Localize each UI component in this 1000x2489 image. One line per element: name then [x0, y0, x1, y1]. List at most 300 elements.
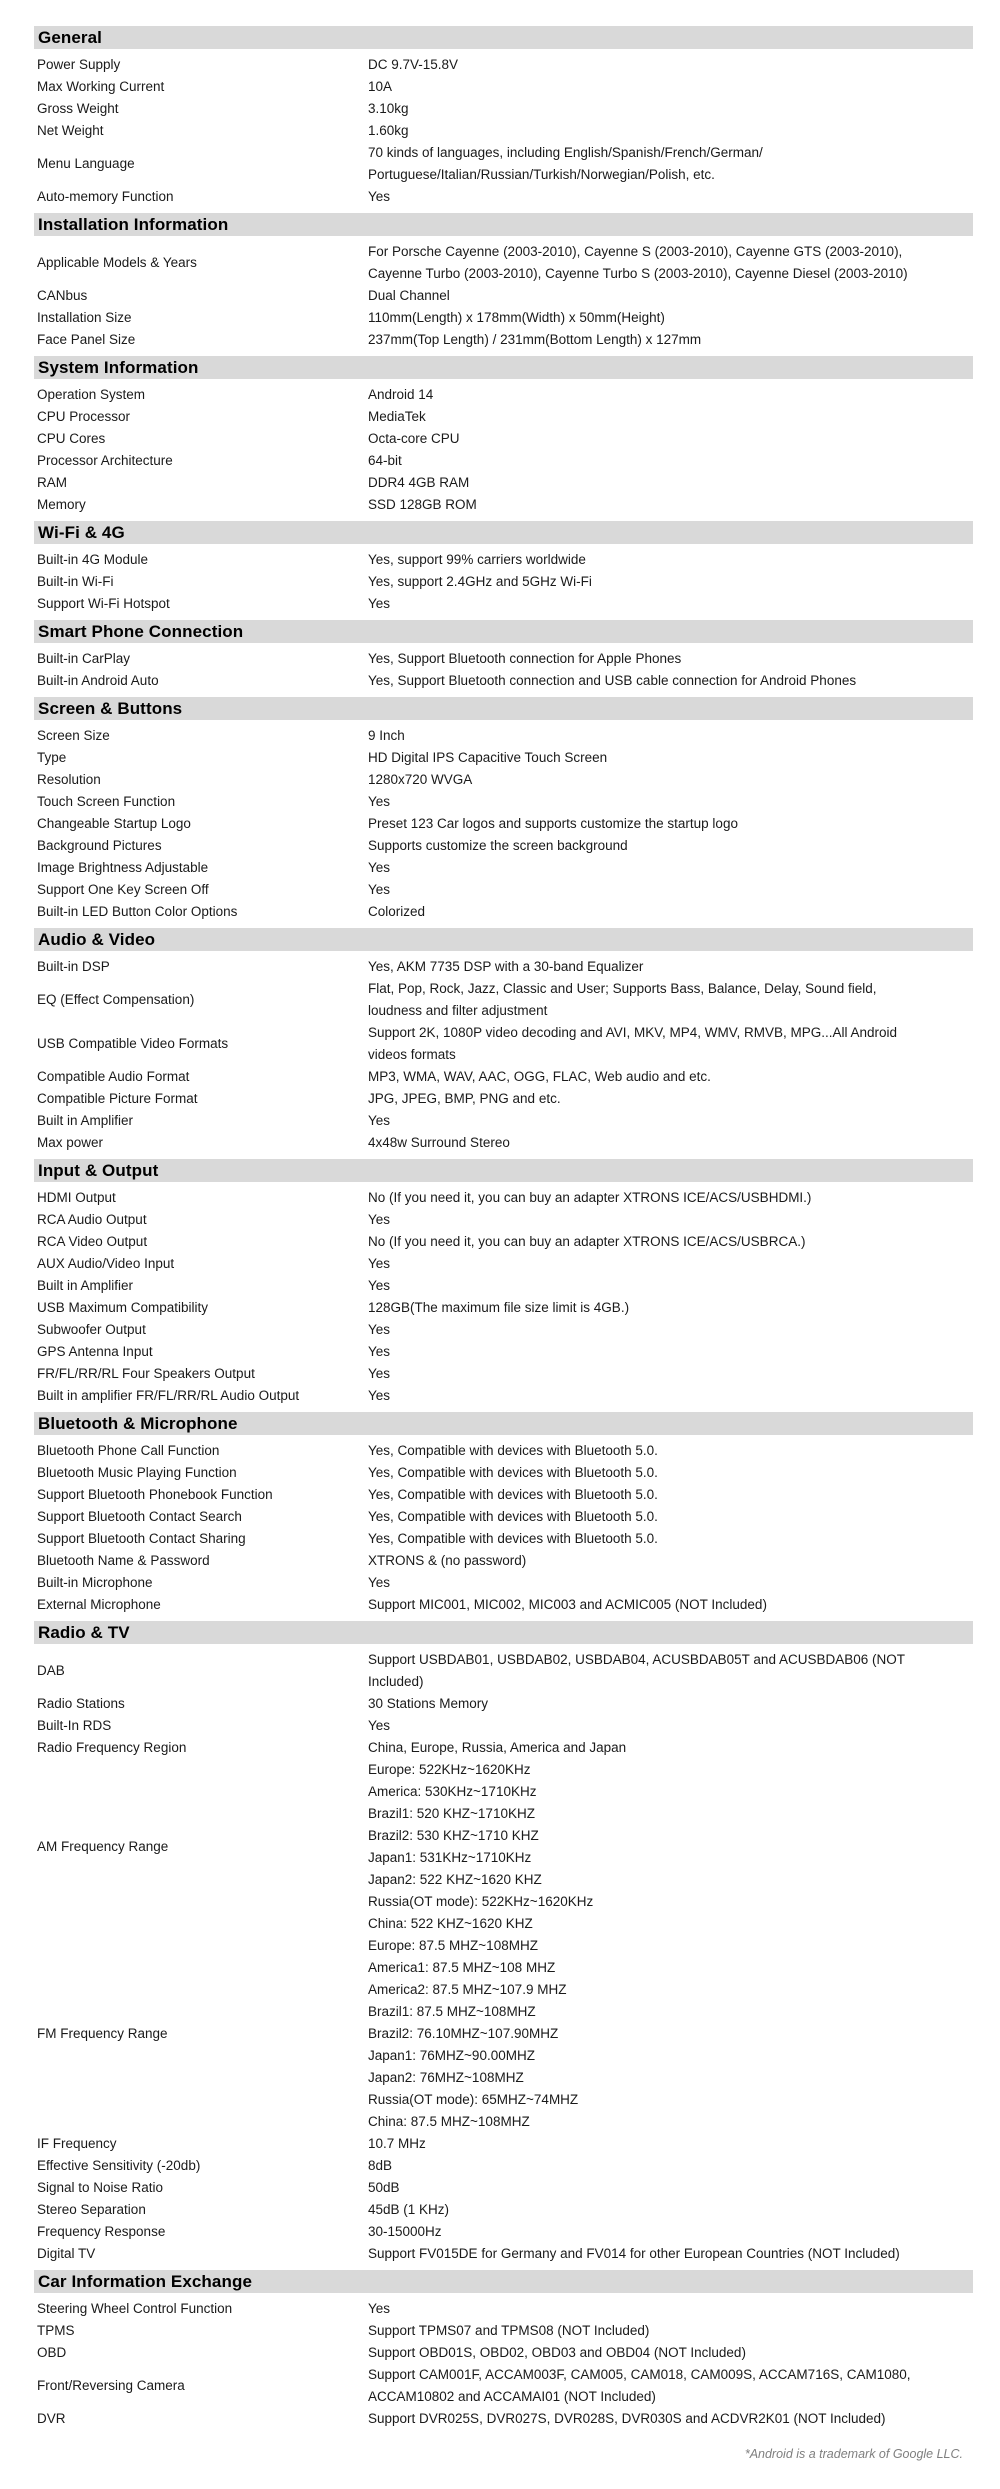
- spec-value-line: Yes: [368, 1718, 391, 1733]
- spec-row: [34, 1550, 973, 1572]
- spec-row: [34, 1440, 973, 1462]
- spec-row: [34, 1693, 973, 1715]
- spec-label: Applicable Models & Years: [37, 255, 197, 270]
- spec-label: Bluetooth Phone Call Function: [37, 1443, 220, 1458]
- spec-row: [34, 1132, 973, 1154]
- spec-label: Signal to Noise Ratio: [37, 2180, 164, 2195]
- spec-value: [368, 747, 607, 769]
- spec-value: [368, 2155, 392, 2177]
- spec-value-line: DDR4 4GB RAM: [368, 475, 470, 490]
- spec-value: [368, 98, 409, 120]
- spec-value-line: Japan1: 531KHz~1710KHz: [368, 1850, 532, 1865]
- spec-value-line: 64-bit: [368, 453, 402, 468]
- spec-value-line: Support USBDAB01, USBDAB02, USBDAB04, ACUSBDAB05T and ACUSBDAB06 (NOT: [368, 1652, 905, 1667]
- spec-value: [368, 2320, 649, 2342]
- spec-label: RCA Audio Output: [37, 1212, 147, 1227]
- spec-value-line: Yes: [368, 1278, 391, 1293]
- spec-value-line: Yes: [368, 882, 391, 897]
- spec-value-line: loudness and filter adjustment: [368, 1003, 548, 1018]
- spec-value-line: Yes: [368, 1366, 391, 1381]
- spec-value-line: Preset 123 Car logos and supports customize the startup logo: [368, 816, 738, 831]
- section-title: System Information: [38, 358, 199, 377]
- spec-value-line: Yes: [368, 189, 391, 204]
- spec-value-line: Yes: [368, 1212, 391, 1227]
- spec-label: CPU Cores: [37, 431, 106, 446]
- section-title: Audio & Video: [38, 930, 156, 949]
- spec-value-line: Support CAM001F, ACCAM003F, CAM005, CAM018, CAM009S, ACCAM716S, CAM1080,: [368, 2367, 911, 2382]
- section-header: [34, 356, 973, 379]
- section-title: Bluetooth & Microphone: [38, 1414, 238, 1433]
- spec-value: [368, 1737, 626, 1759]
- spec-label: Built in amplifier FR/FL/RR/RL Audio Output: [37, 1388, 300, 1403]
- spec-label: Support Bluetooth Contact Search: [37, 1509, 242, 1524]
- spec-value-line: 9 Inch: [368, 728, 405, 743]
- spec-label: RCA Video Output: [37, 1234, 148, 1249]
- spec-value-line: 1.60kg: [368, 123, 409, 138]
- spec-label: Max Working Current: [37, 79, 165, 94]
- spec-label: Power Supply: [37, 57, 121, 72]
- spec-label: FR/FL/RR/RL Four Speakers Output: [37, 1366, 255, 1381]
- spec-label: Processor Architecture: [37, 453, 173, 468]
- section-title: Installation Information: [38, 215, 229, 234]
- spec-value-line: SSD 128GB ROM: [368, 497, 477, 512]
- spec-value-line: Yes: [368, 1344, 391, 1359]
- section-title: Input & Output: [38, 1161, 159, 1180]
- spec-label: Built-in LED Button Color Options: [37, 904, 238, 919]
- spec-row: [34, 1319, 973, 1341]
- section-header: [34, 26, 973, 49]
- spec-value: [368, 1088, 561, 1110]
- spec-value-line: Yes, Compatible with devices with Bluetooth 5.0.: [368, 1465, 658, 1480]
- spec-value-line: Russia(OT mode): 65MHZ~74MHZ: [368, 2092, 579, 2107]
- spec-value: [368, 142, 763, 186]
- section-title: General: [38, 28, 103, 47]
- spec-label: Type: [37, 750, 67, 765]
- spec-row: [34, 2408, 973, 2430]
- spec-value-line: Russia(OT mode): 522KHz~1620KHz: [368, 1894, 594, 1909]
- spec-value: [368, 1110, 390, 1132]
- section-header: [34, 697, 973, 720]
- spec-row: [34, 1737, 973, 1759]
- spec-value-line: Yes, Support Bluetooth connection for Apple Phones: [368, 651, 682, 666]
- spec-label: Background Pictures: [37, 838, 162, 853]
- spec-label: Support One Key Screen Off: [37, 882, 209, 897]
- spec-value: [368, 879, 390, 901]
- spec-row: [34, 879, 973, 901]
- spec-row: [34, 901, 973, 923]
- spec-value-line: America1: 87.5 MHZ~108 MHZ: [368, 1960, 556, 1975]
- spec-value-line: Yes: [368, 1256, 391, 1271]
- spec-label: AM Frequency Range: [37, 1839, 169, 1854]
- spec-value: [368, 186, 390, 208]
- spec-row: [34, 1484, 973, 1506]
- spec-label: Digital TV: [37, 2246, 96, 2261]
- spec-label: CPU Processor: [37, 409, 131, 424]
- spec-row: [34, 186, 973, 208]
- spec-row: [34, 384, 973, 406]
- spec-value-line: Brazil1: 87.5 MHZ~108MHZ: [368, 2004, 536, 2019]
- section-header: [34, 1412, 973, 1435]
- spec-value-line: XTRONS & (no password): [368, 1553, 527, 1568]
- spec-value-line: Support TPMS07 and TPMS08 (NOT Included): [368, 2323, 650, 2338]
- spec-value-line: Colorized: [368, 904, 426, 919]
- spec-row: [34, 1341, 973, 1363]
- spec-row: [34, 1297, 973, 1319]
- spec-row: [34, 1187, 973, 1209]
- spec-label: Screen Size: [37, 728, 110, 743]
- spec-value: [368, 571, 592, 593]
- spec-label: OBD: [37, 2345, 67, 2360]
- spec-value: [368, 956, 643, 978]
- spec-label: Support Bluetooth Phonebook Function: [37, 1487, 273, 1502]
- spec-label: EQ (Effect Compensation): [37, 992, 195, 1007]
- spec-value-line: Android 14: [368, 387, 434, 402]
- spec-label: Steering Wheel Control Function: [37, 2301, 233, 2316]
- spec-value: [368, 593, 390, 615]
- spec-label: Built in Amplifier: [37, 1113, 134, 1128]
- spec-value-line: No (If you need it, you can buy an adapter XTRONS ICE/ACS/USBRCA.): [368, 1234, 806, 1249]
- spec-value-line: Supports customize the screen background: [368, 838, 628, 853]
- spec-label: External Microphone: [37, 1597, 161, 1612]
- spec-row: [34, 241, 973, 285]
- spec-value-line: HD Digital IPS Capacitive Touch Screen: [368, 750, 608, 765]
- spec-value: [368, 428, 460, 450]
- spec-value-line: Octa-core CPU: [368, 431, 460, 446]
- spec-row: [34, 2155, 973, 2177]
- spec-value: [368, 791, 390, 813]
- spec-value-line: America: 530KHz~1710KHz: [368, 1784, 537, 1799]
- spec-value-line: Support 2K, 1080P video decoding and AVI, MKV, MP4, WMV, RMVB, MPG...All Android: [368, 1025, 898, 1040]
- spec-row: [34, 450, 973, 472]
- spec-value-line: Yes, Compatible with devices with Bluetooth 5.0.: [368, 1443, 658, 1458]
- spec-value: [368, 857, 390, 879]
- spec-label: Bluetooth Music Playing Function: [37, 1465, 237, 1480]
- spec-row: [34, 494, 973, 516]
- spec-value: [368, 1297, 629, 1319]
- section-header: [34, 213, 973, 236]
- spec-value-line: JPG, JPEG, BMP, PNG and etc.: [368, 1091, 561, 1106]
- spec-label: Built-in CarPlay: [37, 651, 131, 666]
- section-header: [34, 928, 973, 951]
- spec-value-line: Yes, Compatible with devices with Bluetooth 5.0.: [368, 1531, 658, 1546]
- spec-value-line: Support OBD01S, OBD02, OBD03 and OBD04 (NOT Included): [368, 2345, 746, 2360]
- spec-value: [368, 1649, 905, 1693]
- spec-row: [34, 2221, 973, 2243]
- spec-value: [368, 1506, 658, 1528]
- spec-value: [368, 1341, 390, 1363]
- spec-row: [34, 1462, 973, 1484]
- spec-value-line: Included): [368, 1674, 424, 1689]
- spec-row: [34, 791, 973, 813]
- spec-value: [368, 2364, 911, 2408]
- spec-label: Built-in Android Auto: [37, 673, 159, 688]
- spec-value: [368, 813, 738, 835]
- spec-row: [34, 1275, 973, 1297]
- spec-row: [34, 1022, 973, 1066]
- spec-row: [34, 2199, 973, 2221]
- spec-row: [34, 98, 973, 120]
- spec-label: Frequency Response: [37, 2224, 166, 2239]
- spec-value: [368, 835, 628, 857]
- spec-label: Built-in DSP: [37, 959, 110, 974]
- spec-value-line: 45dB (1 KHz): [368, 2202, 450, 2217]
- spec-row: [34, 2133, 973, 2155]
- spec-row: [34, 1209, 973, 1231]
- section-title: Car Information Exchange: [38, 2272, 252, 2291]
- spec-value-line: 237mm(Top Length) / 231mm(Bottom Length) x 127mm: [368, 332, 702, 347]
- section-header: [34, 1159, 973, 1182]
- spec-label: Memory: [37, 497, 86, 512]
- spec-row: [34, 835, 973, 857]
- spec-value-line: Yes, support 2.4GHz and 5GHz Wi-Fi: [368, 574, 592, 589]
- spec-label: Built-In RDS: [37, 1718, 112, 1733]
- spec-label: DVR: [37, 2411, 66, 2426]
- spec-label: Auto-memory Function: [37, 189, 174, 204]
- spec-value: [368, 1550, 526, 1572]
- spec-value: [368, 1484, 658, 1506]
- section-title: Screen & Buttons: [38, 699, 183, 718]
- spec-value: [368, 1253, 390, 1275]
- spec-row: [34, 593, 973, 615]
- spec-row: [34, 54, 973, 76]
- spec-value-line: ACCAM10802 and ACCAMAI01 (NOT Included): [368, 2389, 656, 2404]
- section-header: [34, 620, 973, 643]
- spec-value: [368, 769, 472, 791]
- spec-value: [368, 241, 908, 285]
- spec-value-line: 50dB: [368, 2180, 400, 2195]
- spec-value-line: America2: 87.5 MHZ~107.9 MHZ: [368, 1982, 567, 1997]
- spec-value: [368, 76, 392, 98]
- spec-row: [34, 329, 973, 351]
- spec-label: Compatible Audio Format: [37, 1069, 190, 1084]
- spec-label: Installation Size: [37, 310, 132, 325]
- spec-value: [368, 54, 458, 76]
- spec-value-line: China: 522 KHZ~1620 KHZ: [368, 1916, 533, 1931]
- spec-value: [368, 901, 425, 923]
- spec-value: [368, 1319, 390, 1341]
- spec-label: RAM: [37, 475, 67, 490]
- spec-value: [368, 670, 856, 692]
- spec-value-line: 128GB(The maximum file size limit is 4GB.): [368, 1300, 630, 1315]
- spec-value-line: Yes, Support Bluetooth connection and USB cable connection for Android Phones: [368, 673, 857, 688]
- spec-value: [368, 549, 586, 571]
- spec-label: Built-in Microphone: [37, 1575, 153, 1590]
- spec-value-line: 30 Stations Memory: [368, 1696, 489, 1711]
- spec-row: [34, 1572, 973, 1594]
- spec-label: Subwoofer Output: [37, 1322, 146, 1337]
- spec-label: Image Brightness Adjustable: [37, 860, 209, 875]
- spec-label: Face Panel Size: [37, 332, 136, 347]
- spec-value-line: Yes, support 99% carriers worldwide: [368, 552, 586, 567]
- spec-row: [34, 120, 973, 142]
- spec-value: [368, 1759, 593, 1935]
- spec-value: [368, 2408, 886, 2430]
- spec-value: [368, 725, 405, 747]
- spec-value: [368, 307, 665, 329]
- spec-row: [34, 1528, 973, 1550]
- spec-value-line: Japan1: 76MHZ~90.00MHZ: [368, 2048, 535, 2063]
- spec-value: [368, 1275, 390, 1297]
- spec-row: [34, 1759, 973, 1935]
- spec-row: [34, 406, 973, 428]
- spec-value: [368, 1385, 390, 1407]
- spec-value-line: 10A: [368, 79, 393, 94]
- spec-value: [368, 1209, 390, 1231]
- spec-value-line: Yes: [368, 860, 391, 875]
- spec-value-line: Flat, Pop, Rock, Jazz, Classic and User; Supports Bass, Balance, Delay, Sound field,: [368, 981, 877, 996]
- spec-value: [368, 285, 450, 307]
- spec-value-line: 70 kinds of languages, including English/Spanish/French/German/: [368, 145, 763, 160]
- spec-value: [368, 1440, 658, 1462]
- spec-value-line: Support MIC001, MIC002, MIC003 and ACMIC005 (NOT Included): [368, 1597, 767, 1612]
- spec-label: Support Wi-Fi Hotspot: [37, 596, 170, 611]
- section-title: Radio & TV: [38, 1623, 130, 1642]
- spec-value-line: Portuguese/Italian/Russian/Turkish/Norwegian/Polish, etc.: [368, 167, 715, 182]
- spec-value: [368, 1187, 811, 1209]
- spec-value: [368, 120, 409, 142]
- spec-table: [34, 26, 973, 2430]
- spec-label: Gross Weight: [37, 101, 119, 116]
- spec-value: [368, 2177, 400, 2199]
- spec-row: [34, 1715, 973, 1737]
- spec-row: [34, 1506, 973, 1528]
- spec-value: [368, 1693, 488, 1715]
- spec-value-line: MediaTek: [368, 409, 426, 424]
- spec-value-line: Brazil2: 530 KHZ~1710 KHZ: [368, 1828, 539, 1843]
- spec-label: Radio Stations: [37, 1696, 125, 1711]
- spec-value: [368, 1066, 711, 1088]
- spec-row: [34, 2364, 973, 2408]
- spec-row: [34, 725, 973, 747]
- section-header: [34, 1621, 973, 1644]
- spec-row: [34, 549, 973, 571]
- spec-value: [368, 1462, 658, 1484]
- spec-row: [34, 1594, 973, 1616]
- spec-value-line: Yes: [368, 1322, 391, 1337]
- spec-row: [34, 1088, 973, 1110]
- spec-row: [34, 2243, 973, 2265]
- spec-value: [368, 1363, 390, 1385]
- spec-value-line: Brazil2: 76.10MHZ~107.90MHZ: [368, 2026, 559, 2041]
- spec-row: [34, 1231, 973, 1253]
- spec-label: Support Bluetooth Contact Sharing: [37, 1531, 246, 1546]
- spec-row: [34, 956, 973, 978]
- section-header: [34, 2270, 973, 2293]
- section-title: Wi-Fi & 4G: [38, 523, 125, 542]
- spec-row: [34, 571, 973, 593]
- spec-value-line: Yes: [368, 1388, 391, 1403]
- spec-label: Menu Language: [37, 156, 135, 171]
- spec-label: Effective Sensitivity (-20db): [37, 2158, 201, 2173]
- spec-label: Radio Frequency Region: [37, 1740, 187, 1755]
- spec-value: [368, 1231, 805, 1253]
- spec-label: CANbus: [37, 288, 88, 303]
- spec-value-line: Yes: [368, 1575, 391, 1590]
- spec-value-line: Dual Channel: [368, 288, 450, 303]
- spec-row: [34, 2342, 973, 2364]
- spec-row: [34, 1363, 973, 1385]
- spec-value-line: MP3, WMA, WAV, AAC, OGG, FLAC, Web audio and etc.: [368, 1069, 711, 1084]
- spec-value: [368, 494, 477, 516]
- spec-label: Touch Screen Function: [37, 794, 176, 809]
- spec-row: [34, 1110, 973, 1132]
- spec-value-line: Yes, Compatible with devices with Bluetooth 5.0.: [368, 1509, 658, 1524]
- spec-label: AUX Audio/Video Input: [37, 1256, 175, 1271]
- spec-value: [368, 472, 469, 494]
- spec-value: [368, 2133, 426, 2155]
- spec-value-line: Cayenne Turbo (2003-2010), Cayenne Turbo S (2003-2010), Cayenne Diesel (2003-2010): [368, 266, 908, 281]
- spec-row: [34, 813, 973, 835]
- spec-row: [34, 428, 973, 450]
- spec-value: [368, 1572, 390, 1594]
- spec-label: Compatible Picture Format: [37, 1091, 198, 1106]
- spec-value: [368, 1715, 390, 1737]
- spec-value-line: Yes: [368, 2301, 391, 2316]
- spec-value-line: For Porsche Cayenne (2003-2010), Cayenne S (2003-2010), Cayenne GTS (2003-2010),: [368, 244, 903, 259]
- spec-value-line: Yes: [368, 794, 391, 809]
- spec-value: [368, 1935, 578, 2133]
- spec-label: IF Frequency: [37, 2136, 117, 2151]
- spec-label: Changeable Startup Logo: [37, 816, 191, 831]
- spec-value: [368, 1528, 658, 1550]
- spec-row: [34, 76, 973, 98]
- spec-value-line: Brazil1: 520 KHZ~1710KHZ: [368, 1806, 535, 1821]
- spec-row: [34, 142, 973, 186]
- spec-row: [34, 1066, 973, 1088]
- spec-row: [34, 769, 973, 791]
- spec-label: Built in Amplifier: [37, 1278, 134, 1293]
- spec-row: [34, 1935, 973, 2133]
- spec-row: [34, 307, 973, 329]
- spec-row: [34, 747, 973, 769]
- spec-row: [34, 857, 973, 879]
- spec-row: [34, 670, 973, 692]
- spec-row: [34, 472, 973, 494]
- spec-label: TPMS: [37, 2323, 75, 2338]
- spec-label: Built-in 4G Module: [37, 552, 149, 567]
- spec-label: Operation System: [37, 387, 146, 402]
- spec-row: [34, 285, 973, 307]
- spec-value: [368, 2243, 900, 2265]
- spec-value: [368, 978, 877, 1022]
- spec-value-line: China: 87.5 MHZ~108MHZ: [368, 2114, 530, 2129]
- spec-value-line: 1280x720 WVGA: [368, 772, 473, 787]
- spec-label: Front/Reversing Camera: [37, 2378, 185, 2393]
- android-trademark-note: *Android is a trademark of Google LLC.: [744, 2447, 963, 2461]
- spec-value-line: 3.10kg: [368, 101, 409, 116]
- spec-value-line: 30-15000Hz: [368, 2224, 442, 2239]
- spec-value-line: China, Europe, Russia, America and Japan: [368, 1740, 627, 1755]
- spec-value: [368, 384, 433, 406]
- spec-row: [34, 1649, 973, 1693]
- spec-value-line: Yes: [368, 1113, 391, 1128]
- spec-value-line: DC 9.7V-15.8V: [368, 57, 459, 72]
- spec-value: [368, 2221, 442, 2243]
- spec-value: [368, 1594, 767, 1616]
- spec-value-line: 110mm(Length) x 178mm(Width) x 50mm(Height): [368, 310, 665, 325]
- spec-value-line: 10.7 MHz: [368, 2136, 426, 2151]
- spec-label: Net Weight: [37, 123, 104, 138]
- spec-row: [34, 648, 973, 670]
- spec-row: [34, 978, 973, 1022]
- spec-value: [368, 406, 426, 428]
- spec-label: FM Frequency Range: [37, 2026, 168, 2041]
- spec-value: [368, 2298, 390, 2320]
- spec-value: [368, 450, 402, 472]
- spec-row: [34, 2320, 973, 2342]
- spec-value: [368, 1132, 510, 1154]
- spec-row: [34, 1385, 973, 1407]
